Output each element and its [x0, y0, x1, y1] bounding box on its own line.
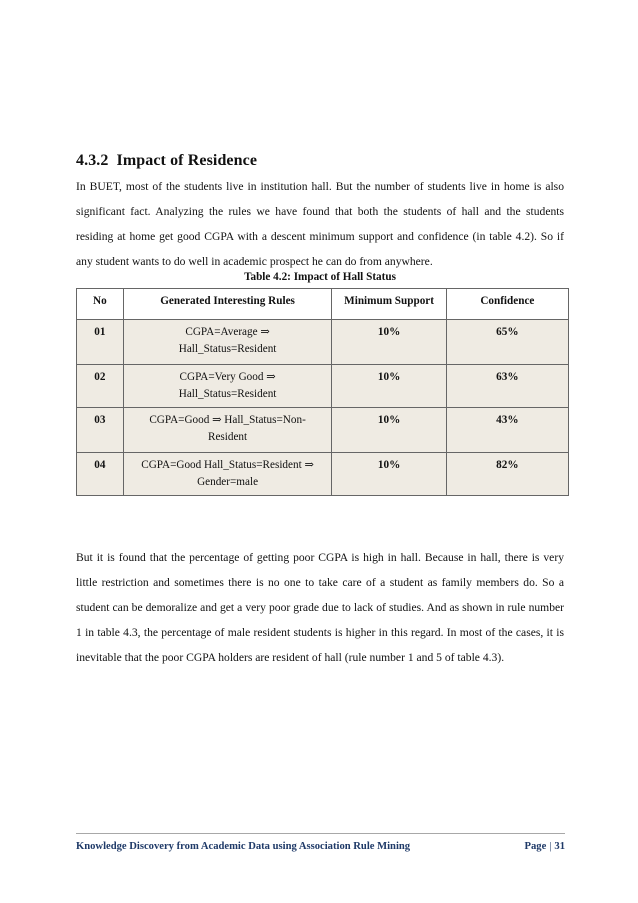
table-header-row — [77, 289, 569, 320]
header-confidence: Confidence — [446, 289, 568, 320]
row-no: 02 — [77, 365, 124, 408]
rule-line: CGPA=Good ⇒ Hall_Status=Non- — [149, 414, 306, 426]
section-number: 4.3.2 — [76, 152, 109, 169]
table-row — [77, 320, 569, 365]
rule-line: Gender=male — [197, 476, 259, 488]
section-heading — [76, 150, 257, 172]
page-label: Page — [524, 841, 547, 852]
analysis-paragraph: But it is found that the percentage of getting poor CGPA is high in hall. Because in hall, there is very little restriction and sometimes there is no one to take care of a student as family members do. So a student can be demoralize and get a very poor grade due to lack of studies. And as shown in rule number 1 in table 4.3, the percentage of male resident students is higher in this regard. In most of the cases, it is inevitable that the poor CGPA holders are resident of hall (rule number 1 and 5 of table 4.3). — [76, 551, 564, 664]
row-no: 01 — [77, 320, 124, 365]
table-row — [77, 365, 569, 408]
row-rule — [123, 320, 332, 365]
intro-paragraph: In BUET, most of the students live in institution hall. But the number of students live in home is also significant fact. Analyzing the rules we have found that both the students of hall and the students residing at home get good CGPA with a descent minimum support and confidence (in table 4.2). So if any student wants to do well in academic prospect he can do from anywhere. — [76, 180, 564, 268]
page-number: 31 — [554, 841, 565, 852]
row-confidence: 43% — [446, 408, 568, 453]
footer-page — [525, 840, 566, 854]
row-support: 10% — [332, 365, 446, 408]
rule-line: Hall_Status=Resident — [178, 388, 277, 400]
page-footer — [76, 840, 565, 854]
row-support: 10% — [332, 320, 446, 365]
row-confidence: 82% — [446, 453, 568, 496]
table-row — [77, 453, 569, 496]
table-row — [77, 408, 569, 453]
rule-line: Hall_Status=Resident — [178, 343, 277, 355]
row-confidence: 63% — [446, 365, 568, 408]
header-rules: Generated Interesting Rules — [123, 289, 332, 320]
hall-status-table — [76, 288, 569, 496]
table-caption: Table 4.2: Impact of Hall Status — [244, 271, 396, 283]
header-no: No — [77, 289, 124, 320]
rule-line: Resident — [207, 431, 248, 443]
page-separator: | — [549, 841, 552, 852]
row-support: 10% — [332, 408, 446, 453]
row-rule — [123, 408, 332, 453]
rule-line: CGPA=Good Hall_Status=Resident ⇒ — [141, 459, 314, 471]
row-support: 10% — [332, 453, 446, 496]
row-confidence: 65% — [446, 320, 568, 365]
footer-divider — [76, 833, 565, 834]
row-rule — [123, 365, 332, 408]
footer-title: Knowledge Discovery from Academic Data using Association Rule Mining — [76, 841, 411, 852]
header-support: Minimum Support — [332, 289, 446, 320]
row-no: 04 — [77, 453, 124, 496]
section-title: Impact of Residence — [116, 152, 258, 169]
row-no: 03 — [77, 408, 124, 453]
rule-line: CGPA=Average ⇒ — [185, 326, 270, 338]
row-rule — [123, 453, 332, 496]
rule-line: CGPA=Very Good ⇒ — [179, 371, 276, 383]
